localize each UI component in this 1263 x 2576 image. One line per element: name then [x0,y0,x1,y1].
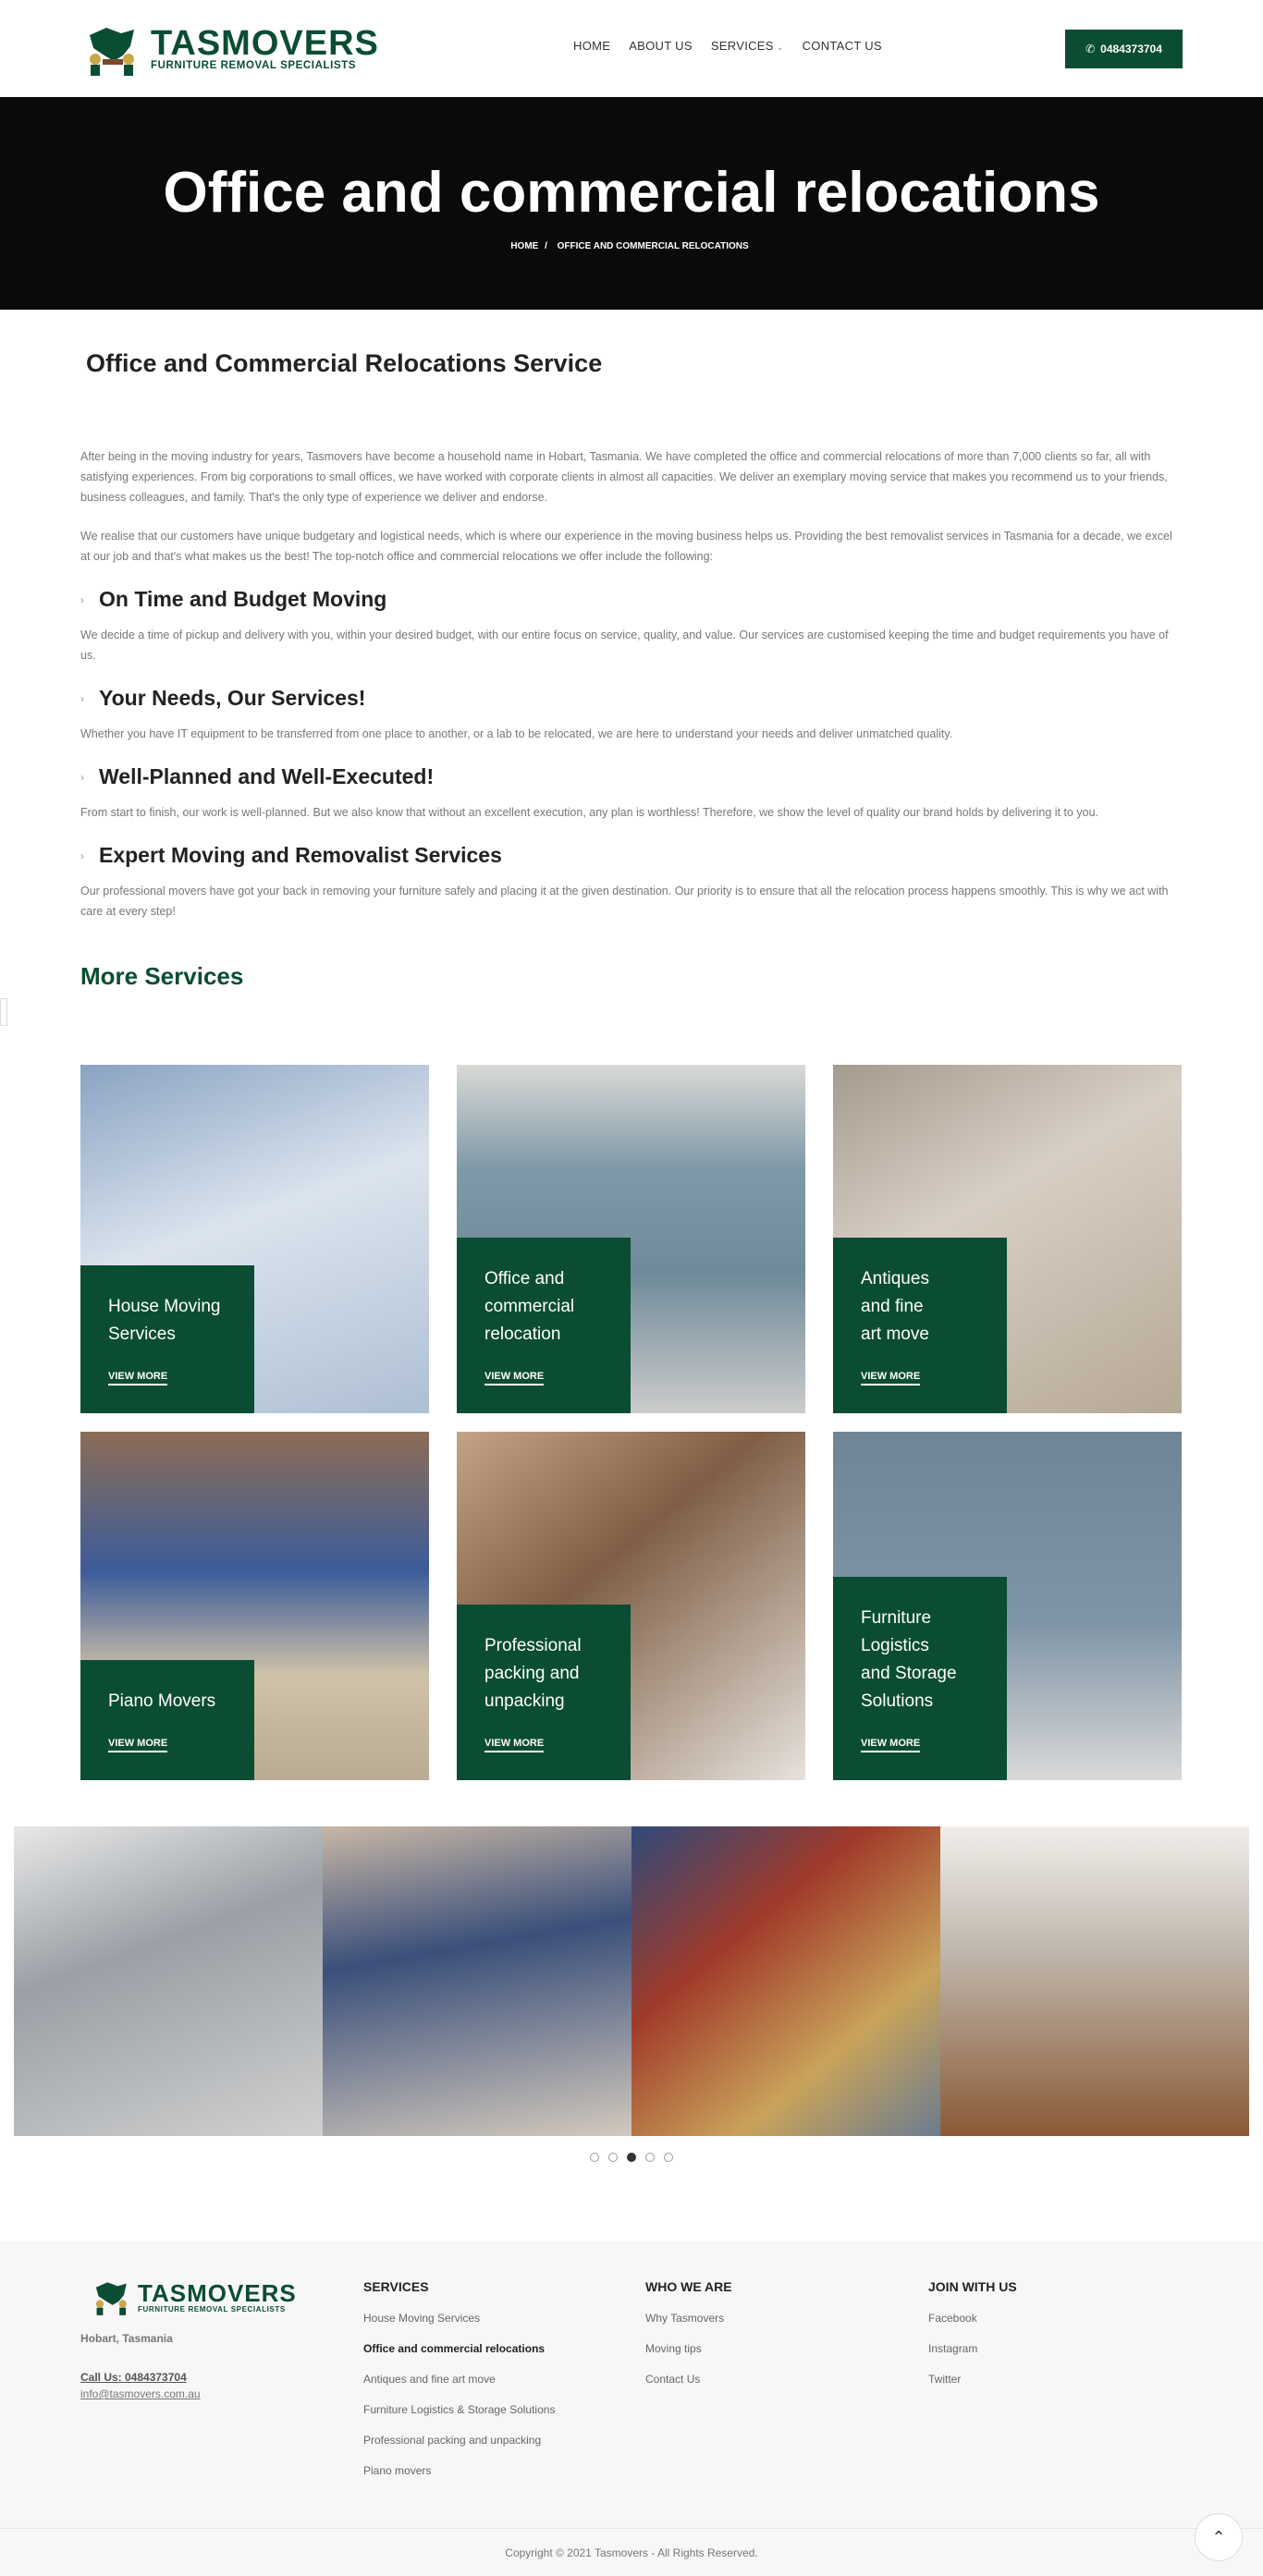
nav-services-label: SERVICES [710,39,774,53]
image-gallery[interactable] [14,1826,1249,2136]
footer-email-link[interactable]: info@tasmovers.com.au [80,2387,201,2400]
footer-link[interactable]: Why Tasmovers [645,2312,725,2325]
feature-heading [80,843,1183,868]
phone-number: 0484373704 [1100,43,1162,55]
view-more-link[interactable]: VIEW MORE [108,1738,167,1752]
service-card-antiques[interactable] [833,1065,1182,1413]
card-title: Antiques and fine art move [861,1269,929,1344]
chevron-right-icon: › [80,592,84,606]
feature-text: We decide a time of pickup and delivery with you, within your desired budget, with our entire focus on service, quality, and value. Our services are customised keeping the time and budget requirements you have of us. [80,629,1169,662]
feature-heading [80,587,1183,612]
service-card-packing[interactable] [457,1432,805,1780]
nav-about-us[interactable]: ABOUT US [629,39,693,53]
service-card-office[interactable] [457,1065,805,1413]
footer-link[interactable]: Contact Us [645,2373,701,2386]
card-title: Furniture Logistics and Storage Solutions [861,1608,957,1711]
service-card-piano[interactable] [80,1432,429,1780]
footer-heading: SERVICES [363,2279,429,2294]
card-overlay [80,1660,254,1780]
nav-home[interactable]: HOME [573,39,611,53]
logo-mark [80,22,145,76]
view-more-link[interactable]: VIEW MORE [484,1371,544,1386]
phone-button[interactable] [1065,30,1183,68]
section-title: Office and Commercial Relocations Service [86,349,603,377]
footer-link-facebook[interactable]: Facebook [928,2312,977,2325]
feature-heading-text: Your Needs, Our Services! [99,686,366,710]
feature-text: Our professional movers have got your back in removing your furniture safely and placing it at the given destination. Our priority is to ensure that all the relocation process happens smoothly. This is why we act with care at every step! [80,885,1169,918]
card-title: Professional packing and unpacking [484,1636,582,1711]
footer-link[interactable]: Moving tips [645,2342,702,2355]
footer-link[interactable]: Piano movers [363,2464,432,2477]
intro-paragraph-1: After being in the moving industry for years, Tasmovers have become a household name in Hobart, Tasmania. We have completed the office and commercial relocations of more than 7,000 clients so far, all with satisfying experiences. From big corporations to small offices, we have worked with corporate clients in almost all capacities. We deliver an exemplary moving service that makes you recommend us to your friends, business colleagues, and family. That's the only type of experience we deliver and endorse. [80,450,1168,504]
breadcrumb-current: OFFICE AND COMMERCIAL RELOCATIONS [557,241,749,251]
gallery-image [940,1826,1249,2136]
view-more-link[interactable]: VIEW MORE [861,1738,920,1752]
carousel-dot[interactable] [664,2153,673,2162]
chevron-down-icon: ⌄ [776,43,784,52]
scroll-to-top-button[interactable] [1195,2513,1243,2561]
footer-logo-subtitle: FURNITURE REMOVAL SPECIALISTS [138,2304,286,2314]
logo-subtitle: FURNITURE REMOVAL SPECIALISTS [151,60,357,71]
hero-banner [0,97,1263,310]
footer-logo[interactable] [90,2278,297,2315]
footer-city: Hobart, Tasmania [80,2332,173,2345]
feature-heading-text: Well-Planned and Well-Executed! [99,764,435,788]
feature-heading [80,764,1183,789]
carousel-dot[interactable] [608,2153,618,2162]
site-header [0,0,1263,97]
gallery-image [323,1826,632,2136]
footer-heading: JOIN WITH US [928,2279,1017,2294]
feature-heading-text: Expert Moving and Removalist Services [99,843,502,867]
footer-contact [80,2278,297,2400]
view-more-link[interactable]: VIEW MORE [108,1371,167,1386]
feature-heading-text: On Time and Budget Moving [99,587,387,611]
carousel-dot[interactable] [590,2153,599,2162]
breadcrumb [0,241,1263,251]
footer-heading: WHO WE ARE [645,2279,732,2294]
carousel-dot-active[interactable] [627,2153,636,2162]
feature-heading [80,686,1183,711]
feature-text: Whether you have IT equipment to be transferred from one place to another, or a lab to be relocated, we are here to understand your needs and deliver unmatched quality. [80,727,953,740]
card-overlay [457,1605,631,1780]
card-title: House Moving Services [108,1297,221,1344]
page-title: Office and commercial relocations [163,161,1100,225]
breadcrumb-home[interactable]: HOME [510,241,539,251]
breadcrumb-separator: / [545,241,547,251]
footer-link[interactable]: Professional packing and unpacking [363,2434,542,2447]
card-overlay [833,1238,1007,1413]
logo-title: TASMOVERS [151,24,379,63]
service-card-house[interactable] [80,1065,429,1413]
card-overlay [457,1238,631,1413]
footer-link[interactable]: House Moving Services [363,2312,481,2325]
footer-call-link[interactable]: Call Us: 0484373704 [80,2371,187,2384]
footer-link-current[interactable]: Office and commercial relocations [363,2342,546,2355]
chevron-right-icon: › [80,848,84,862]
footer-link-instagram[interactable]: Instagram [928,2342,978,2355]
phone-icon: ✆ [1085,43,1096,55]
side-tab[interactable] [0,998,7,1026]
card-overlay [80,1265,254,1413]
card-title: Piano Movers [108,1691,216,1711]
footer-who-we-are [645,2278,732,2386]
copyright: Copyright © 2021 Tasmovers - All Rights Reserved. [0,2528,1263,2576]
main-content [80,349,1183,1780]
carousel-dots [0,2153,1263,2162]
footer-link[interactable]: Furniture Logistics & Storage Solutions [363,2403,556,2416]
logo-mark [90,2278,134,2315]
feature-text: From start to finish, our work is well-planned. But we also know that without an excellent execution, any plan is worthless! Therefore, we show the level of quality our brand holds by delivering it to you. [80,806,1099,819]
view-more-link[interactable]: VIEW MORE [861,1371,920,1386]
chevron-up-icon: ⌃ [1211,2527,1226,2546]
gallery-image [632,1826,940,2136]
footer-logo-title: TASMOVERS [138,2278,297,2307]
card-title: Office and commercial relocation [484,1269,575,1344]
intro-paragraph-2: We realise that our customers have unique budgetary and logistical needs, which is where our experience in the moving business helps us. Providing the best removalist services in Tasmania for a decade, we excel at our job and that's what makes us the best! The top-notch office and commercial relocations we offer include the following: [80,530,1172,563]
footer-link[interactable]: Antiques and fine art move [363,2373,496,2386]
more-services-title: More Services [80,962,244,990]
view-more-link[interactable]: VIEW MORE [484,1738,544,1752]
main-nav [573,39,882,53]
carousel-dot[interactable] [645,2153,655,2162]
card-overlay [833,1577,1007,1780]
footer-join-with-us [928,2278,1017,2386]
footer-link-twitter[interactable]: Twitter [928,2373,962,2386]
logo[interactable] [80,22,379,76]
services-grid [80,1065,1183,1780]
nav-services[interactable] [711,39,784,53]
footer-services [363,2278,555,2477]
gallery-image [14,1826,323,2136]
site-footer [0,2241,1263,2576]
service-card-storage[interactable] [833,1432,1182,1780]
chevron-right-icon: › [80,691,84,705]
nav-contact-us[interactable]: CONTACT US [802,39,882,53]
chevron-right-icon: › [80,770,84,784]
